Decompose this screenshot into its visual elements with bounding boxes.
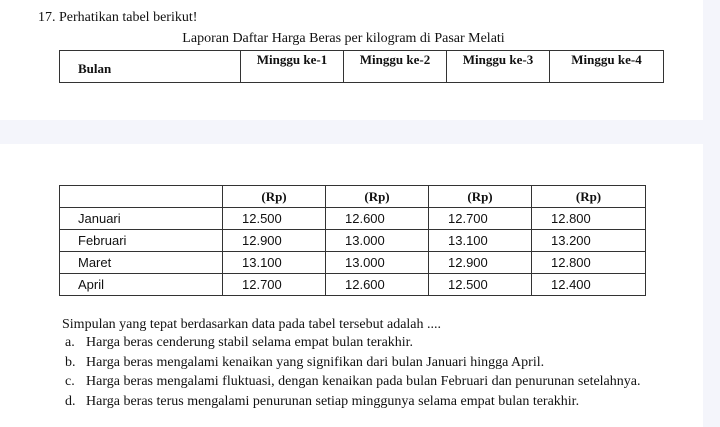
- header-week-4: Minggu ke-4: [550, 51, 664, 83]
- unit-cell: (Rp): [429, 186, 532, 208]
- price-cell: 13.000: [326, 230, 429, 252]
- table-row: [60, 252, 646, 274]
- price-cell: 12.500: [223, 208, 326, 230]
- table-header: [59, 50, 664, 83]
- header-week-3: Minggu ke-3: [447, 51, 550, 83]
- table-row: [60, 274, 646, 296]
- question-card-top: [0, 0, 703, 120]
- table-caption: Laporan Daftar Harga Beras per kilogram di Pasar Melati: [182, 31, 505, 46]
- option-text: Harga beras cenderung stabil selama empat bulan terakhir.: [86, 335, 414, 350]
- price-cell: 12.700: [429, 208, 532, 230]
- option-label: d.: [65, 393, 76, 409]
- option-c[interactable]: [65, 374, 640, 394]
- unit-cell: (Rp): [223, 186, 326, 208]
- answer-options: [65, 335, 640, 413]
- option-b[interactable]: [65, 355, 640, 375]
- table-row: [60, 230, 646, 252]
- table-row: [60, 208, 646, 230]
- price-cell: 12.700: [223, 274, 326, 296]
- price-cell: 13.100: [223, 252, 326, 274]
- price-cell: 13.100: [429, 230, 532, 252]
- option-d[interactable]: [65, 394, 640, 414]
- price-cell: 12.800: [532, 252, 646, 274]
- option-text: Harga beras mengalami fluktuasi, dengan kenaikan pada bulan Februari dan penurunan setelahnya.: [86, 374, 641, 389]
- month-cell: Maret: [60, 252, 223, 274]
- price-cell: 12.600: [326, 208, 429, 230]
- question-stem: Simpulan yang tepat berdasarkan data pada tabel tersebut adalah ....: [62, 317, 442, 332]
- price-cell: 12.800: [532, 208, 646, 230]
- option-label: b.: [65, 354, 76, 370]
- header-bulan: Bulan: [60, 51, 241, 83]
- price-cell: 13.000: [326, 252, 429, 274]
- option-label: c.: [65, 374, 75, 389]
- option-text: Harga beras terus mengalami penurunan setiap minggunya selama empat bulan terakhir.: [86, 393, 580, 409]
- header-week-1: Minggu ke-1: [241, 51, 344, 83]
- price-cell: 12.900: [223, 230, 326, 252]
- month-cell: April: [60, 274, 223, 296]
- header-week-2: Minggu ke-2: [344, 51, 447, 83]
- option-text: Harga beras mengalami kenaikan yang signifikan dari bulan Januari hingga April.: [86, 354, 545, 370]
- unit-cell: (Rp): [326, 186, 429, 208]
- option-label: a.: [65, 335, 75, 350]
- price-cell: 12.500: [429, 274, 532, 296]
- question-title: 17. Perhatikan tabel berikut!: [38, 10, 198, 25]
- price-cell: 12.600: [326, 274, 429, 296]
- month-cell: Januari: [60, 208, 223, 230]
- option-a[interactable]: [65, 335, 640, 355]
- month-cell: Februari: [60, 230, 223, 252]
- price-cell: 12.400: [532, 274, 646, 296]
- price-table: [59, 185, 646, 296]
- unit-cell: (Rp): [532, 186, 646, 208]
- unit-cell-empty: [60, 186, 223, 208]
- price-cell: 13.200: [532, 230, 646, 252]
- unit-row: [60, 186, 646, 208]
- price-cell: 12.900: [429, 252, 532, 274]
